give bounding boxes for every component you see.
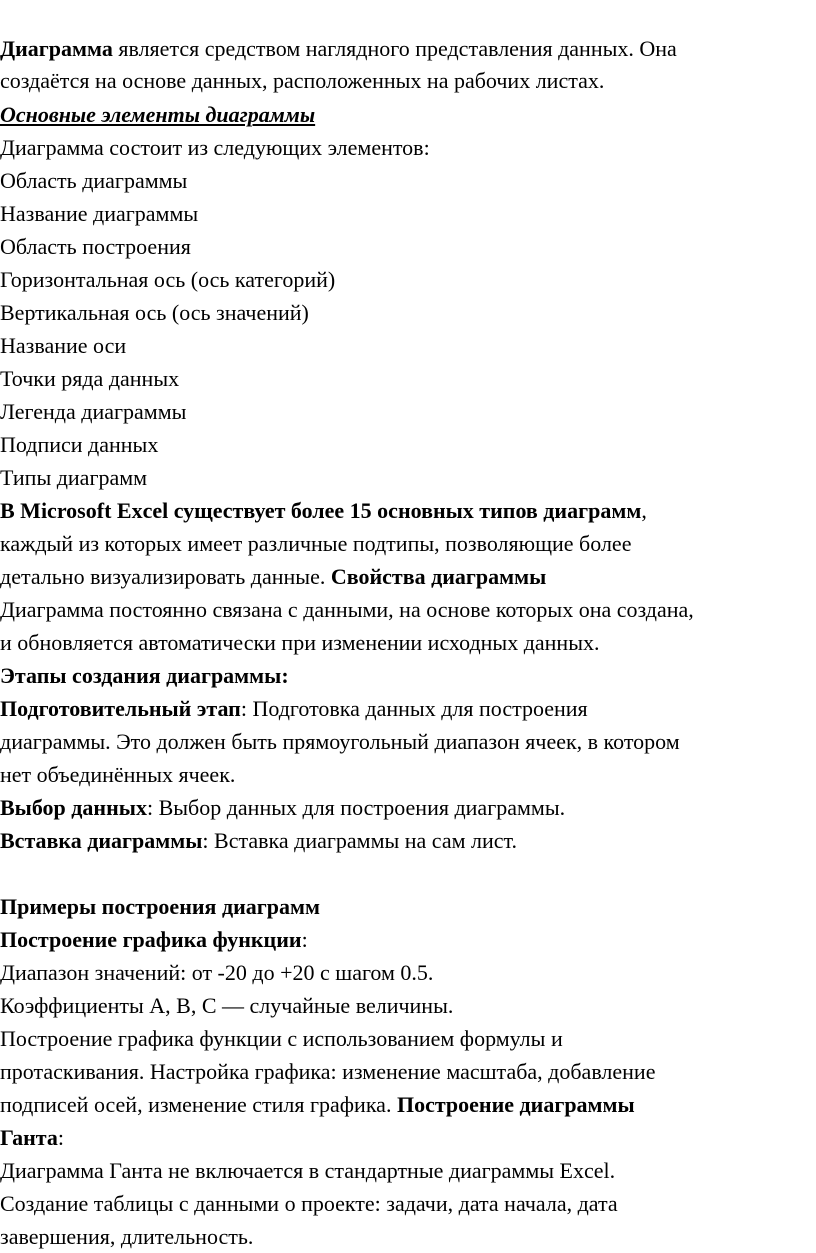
types-comma: , (641, 498, 647, 523)
stage-select-line (0, 794, 565, 822)
build-line-3 (0, 1091, 635, 1119)
list-item: Точки ряда данных (0, 366, 180, 391)
func-heading-line (0, 926, 308, 954)
gantt-label-part2: Ганта (0, 1125, 58, 1150)
range-line: Диапазон значений: от -20 до +20 с шагом 0.5. (0, 960, 434, 985)
build-line-1: Построение графика функции с использованием формулы и (0, 1026, 563, 1051)
func-colon: : (301, 927, 308, 952)
stage-insert-text: : Вставка диаграммы на сам лист. (202, 828, 518, 853)
gantt-line-2: Создание таблицы с данными о проекте: задачи, дата начала, дата (0, 1191, 618, 1216)
types-line-3 (0, 563, 546, 591)
types-line-2: каждый из которых имеет различные подтипы, позволяющие более (0, 531, 632, 556)
intro-text: является средством наглядного представления данных. Она (112, 36, 677, 61)
stage-prep-label: Подготовительный этап (0, 696, 241, 721)
build-line-3-text: подписей осей, изменение стиля графика. (0, 1092, 397, 1117)
properties-line-2: и обновляется автоматически при изменении исходных данных. (0, 630, 600, 655)
coef-line: Коэффициенты A, B, C — случайные величины. (0, 993, 454, 1018)
examples-heading (0, 893, 320, 921)
list-item: Название диаграммы (0, 201, 199, 226)
elements-heading (0, 101, 315, 129)
stage-select-label: Выбор данных (0, 795, 147, 820)
stage-prep-line-2: диаграммы. Это должен быть прямоугольный диапазон ячеек, в котором (0, 729, 680, 754)
gantt-line-1: Диаграмма Ганта не включается в стандартные диаграммы Excel. (0, 1158, 616, 1183)
types-heading: Типы диаграмм (0, 465, 148, 490)
gantt-line-3: завершения, длительность. (0, 1224, 254, 1249)
elements-lead: Диаграмма состоит из следующих элементов: (0, 135, 430, 160)
list-item: Область диаграммы (0, 168, 188, 193)
intro-line-1 (0, 35, 677, 63)
stage-insert-label: Вставка диаграммы (0, 828, 203, 853)
stage-select-text: : Выбор данных для построения диаграммы. (146, 795, 566, 820)
func-label: Построение графика функции (0, 927, 302, 952)
build-line-2: протаскивания. Настройка графика: изменение масштаба, добавление (0, 1059, 656, 1084)
stages-heading (0, 662, 289, 690)
list-item: Горизонтальная ось (ось категорий) (0, 267, 336, 292)
list-item: Вертикальная ось (ось значений) (0, 300, 309, 325)
types-line-3-text: детально визуализировать данные. (0, 564, 331, 589)
gantt-heading-line (0, 1124, 64, 1152)
stage-prep-line-3: нет объединённых ячеек. (0, 762, 236, 787)
intro-term: Диаграмма (0, 36, 113, 61)
list-item: Область построения (0, 234, 191, 259)
stage-prep-text: : Подготовка данных для построения (240, 696, 588, 721)
properties-line-1: Диаграмма постоянно связана с данными, на основе которых она создана, (0, 597, 694, 622)
types-bold-statement: В Microsoft Excel существует более 15 основных типов диаграмм (0, 498, 642, 523)
gantt-colon: : (57, 1125, 64, 1150)
stage-insert-line (0, 827, 517, 855)
examples-heading-text: Примеры построения диаграмм (0, 894, 320, 919)
stage-prep-line-1 (0, 695, 588, 723)
intro-line-2: создаётся на основе данных, расположенных на рабочих листах. (0, 68, 605, 93)
stages-heading-text: Этапы создания диаграммы: (0, 663, 289, 688)
elements-heading-text: Основные элементы диаграммы (0, 102, 316, 127)
properties-heading: Свойства диаграммы (330, 564, 547, 589)
types-line-1 (0, 497, 647, 525)
list-item: Легенда диаграммы (0, 399, 187, 424)
list-item: Название оси (0, 333, 127, 358)
gantt-label-part1: Построение диаграммы (396, 1092, 635, 1117)
list-item: Подписи данных (0, 432, 159, 457)
